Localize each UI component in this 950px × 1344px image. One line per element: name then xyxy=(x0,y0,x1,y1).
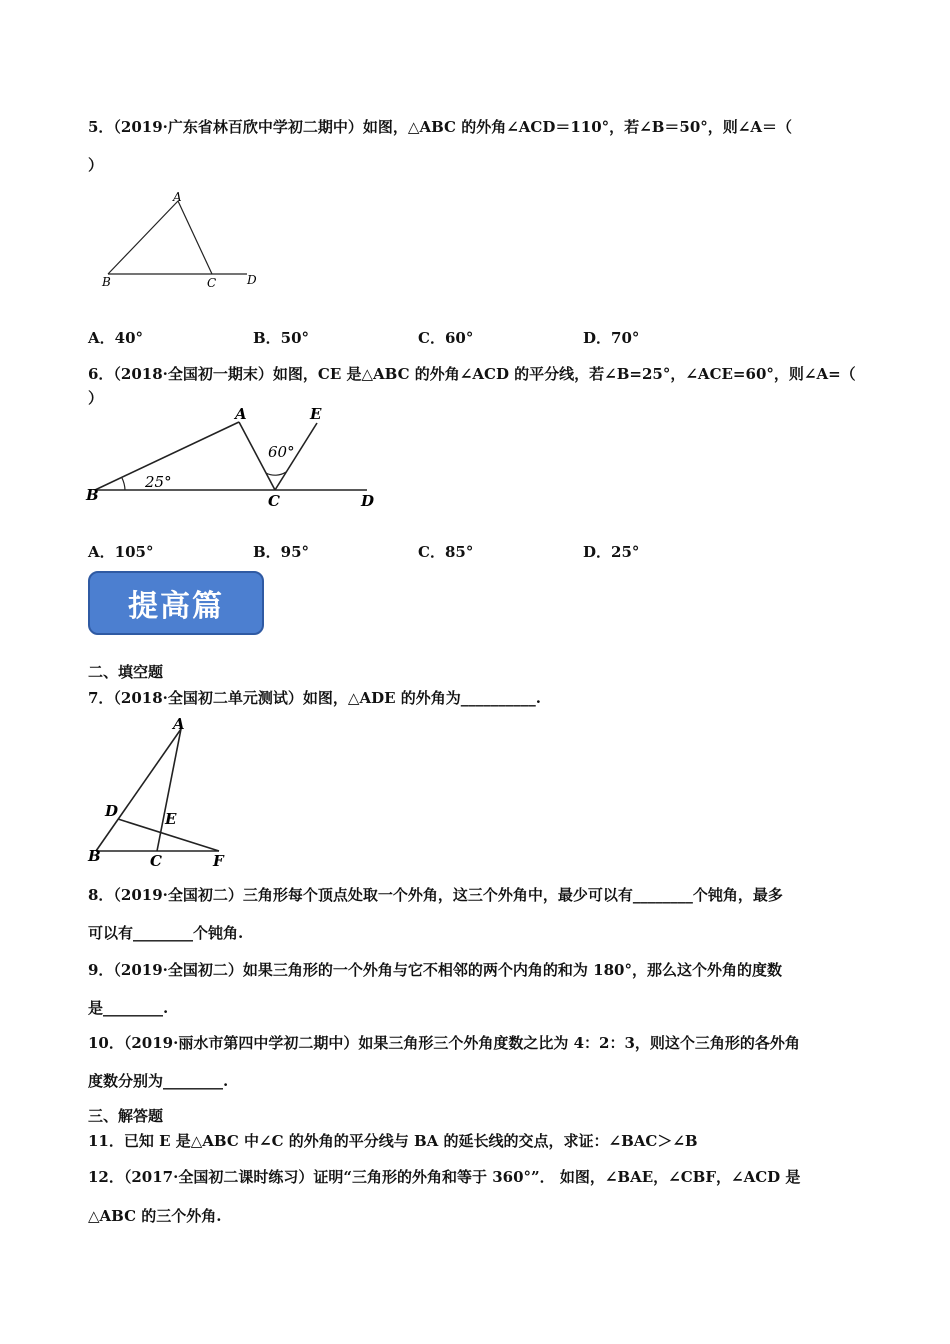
q8-stem-line2: 可以有________个钝角. xyxy=(88,924,244,942)
q5-option-b[interactable]: B．50° xyxy=(253,329,310,347)
q7-label-a: A xyxy=(173,715,185,733)
q7-label-d: D xyxy=(105,802,119,820)
q5-label-a: A xyxy=(173,190,182,204)
q9-stem-line2: 是________. xyxy=(88,999,169,1017)
q12-stem-line1: 12．（2017·全国初二课时练习）证明“三角形的外角和等于 360°”． 如图，∠BAE，∠CBF，∠ACD 是 xyxy=(88,1168,801,1186)
q6-angle-b-label: 25° xyxy=(145,473,172,491)
q6-label-c: C xyxy=(268,492,280,510)
q5-stem-line1: 5．（2019·广东省林百欣中学初二期中）如图，△ABC 的外角∠ACD＝110°，若∠B＝50°，则∠A＝（ xyxy=(88,118,792,136)
q7-stem: 7．（2018·全国初二单元测试）如图，△ADE 的外角为__________. xyxy=(88,689,541,707)
q8-stem-line1: 8．（2019·全国初二）三角形每个顶点处取一个外角，这三个外角中，最少可以有________个钝角，最多 xyxy=(88,886,783,904)
q5-stem-line2: ） xyxy=(88,156,104,174)
q5-option-d[interactable]: D．70° xyxy=(583,329,640,347)
q6-label-a: A xyxy=(235,405,247,423)
q10-stem-line1: 10．（2019·丽水市第四中学初二期中）如果三角形三个外角度数之比为 4：2：3，则这个三角形的各外角 xyxy=(88,1034,800,1052)
q5-label-b: B xyxy=(102,275,111,289)
q5-option-a[interactable]: A．40° xyxy=(88,329,144,347)
q6-label-e: E xyxy=(310,405,322,423)
q11-stem: 11．已知 E 是△ABC 中∠C 的外角的平分线与 BA 的延长线的交点，求证：∠BAC＞∠B xyxy=(88,1132,698,1150)
q6-triangle-figure xyxy=(85,405,385,515)
q5-triangle-figure xyxy=(95,190,275,290)
q6-angle-c-label: 60° xyxy=(268,443,295,461)
q5-option-c[interactable]: C．60° xyxy=(418,329,474,347)
q6-stem-line1: 6．（2018·全国初一期末）如图，CE 是△ABC 的外角∠ACD 的平分线，若∠B=25°，∠ACE=60°，则∠A=（ xyxy=(88,365,856,383)
q5-label-c: C xyxy=(207,276,217,290)
q7-label-b: B xyxy=(88,847,101,865)
q12-stem-line2: △ABC 的三个外角. xyxy=(88,1207,222,1225)
q6-option-d[interactable]: D．25° xyxy=(583,543,640,561)
q7-label-f: F xyxy=(213,852,224,870)
q9-stem-line1: 9．（2019·全国初二）如果三角形的一个外角与它不相邻的两个内角的和为 180°，那么这个外角的度数 xyxy=(88,961,782,979)
q10-stem-line2: 度数分别为________. xyxy=(88,1072,229,1090)
q6-option-b[interactable]: B．95° xyxy=(253,543,310,561)
section-solve-heading: 三、解答题 xyxy=(88,1107,164,1125)
q6-label-d: D xyxy=(361,492,375,510)
q6-stem-line2: ） xyxy=(88,389,104,407)
q6-option-a[interactable]: A．105° xyxy=(88,543,154,561)
q6-label-b: B xyxy=(86,486,99,504)
section-banner: 提高篇 xyxy=(88,571,264,635)
q5-label-d: D xyxy=(247,273,257,287)
section-fill-blank-heading: 二、填空题 xyxy=(88,663,164,681)
q7-label-c: C xyxy=(150,852,162,870)
q7-triangle-figure xyxy=(85,715,245,870)
q6-option-c[interactable]: C．85° xyxy=(418,543,474,561)
q7-label-e: E xyxy=(165,810,177,828)
